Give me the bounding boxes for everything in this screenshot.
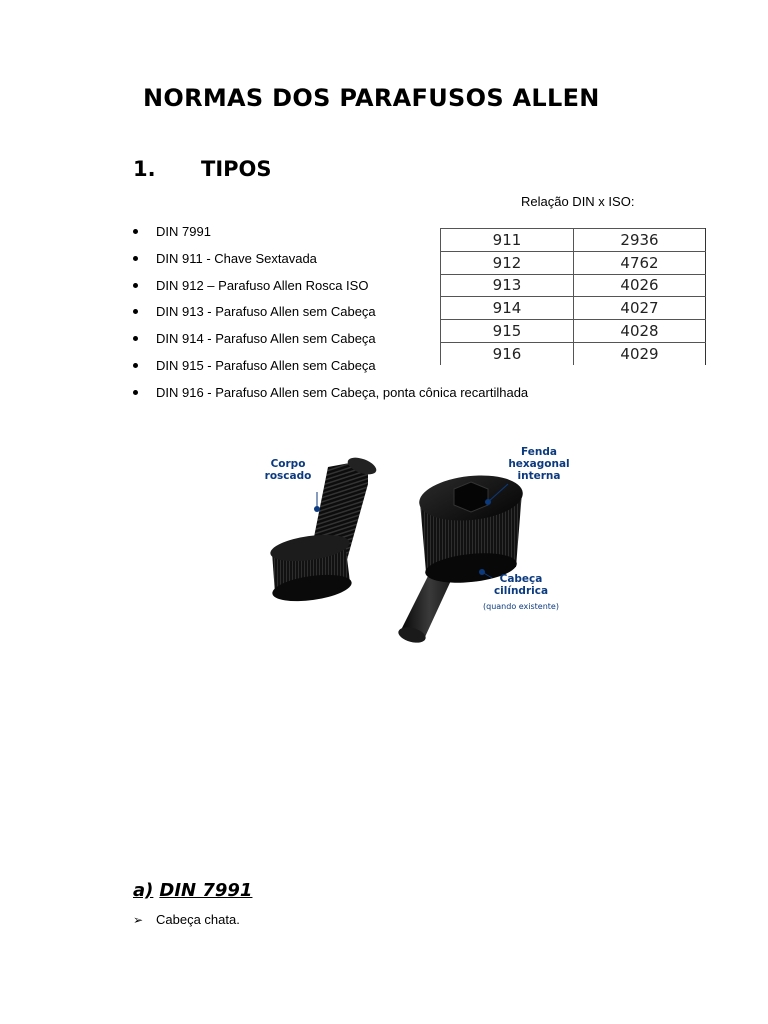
table-row: [441, 320, 706, 343]
sub-item-text: Cabeça chata.: [156, 912, 240, 927]
table-caption: Relação DIN x ISO:: [521, 194, 635, 209]
bullet-icon: [133, 336, 138, 341]
allen-screw-illustration: [250, 432, 580, 662]
label-line: interna: [517, 470, 561, 482]
bullet-icon: [133, 229, 138, 234]
din-cell: 911: [441, 229, 574, 252]
label-cabeca-cilindrica: [490, 573, 552, 597]
iso-cell: 4762: [574, 251, 706, 274]
list-item-text: DIN 911 - Chave Sextavada: [156, 250, 317, 266]
list-item-text: DIN 916 - Parafuso Allen sem Cabeça, ponta cônica recartilhada: [156, 384, 529, 400]
list-item-text: DIN 7991: [156, 224, 211, 239]
list-item-text: DIN 915 - Parafuso Allen sem Cabeça: [156, 357, 376, 373]
table-row: [441, 251, 706, 274]
label-cabeca-note: (quando existente): [483, 602, 559, 611]
section-title: TIPOS: [201, 157, 272, 181]
sub-item: [133, 912, 240, 927]
iso-cell: 4029: [574, 342, 706, 364]
subsection-name: DIN 7991: [159, 880, 253, 901]
label-fenda-hexagonal: [504, 446, 574, 482]
table-row: [441, 229, 706, 252]
bullet-icon: [133, 363, 138, 368]
table-row: [441, 342, 706, 364]
din-cell: 913: [441, 274, 574, 297]
label-line: Corpo: [270, 458, 306, 470]
label-line: roscado: [264, 470, 312, 482]
din-iso-table: [440, 228, 706, 365]
label-line: Cabeça: [499, 573, 543, 585]
label-line: hexagonal: [508, 458, 570, 470]
bullet-icon: [133, 309, 138, 314]
iso-cell: 4028: [574, 320, 706, 343]
right-screw: [397, 471, 525, 646]
din-cell: 916: [441, 342, 574, 364]
bullet-icon: [133, 283, 138, 288]
table-row: [441, 274, 706, 297]
subsection-heading: [133, 880, 252, 901]
iso-cell: 2936: [574, 229, 706, 252]
list-item-text: DIN 913 - Parafuso Allen sem Cabeça: [156, 304, 376, 320]
list-item-text: DIN 912 – Parafuso Allen Rosca ISO: [156, 277, 369, 293]
din-cell: 914: [441, 297, 574, 320]
list-item-text: DIN 914 - Parafuso Allen sem Cabeça: [156, 331, 376, 347]
bullet-icon: [133, 390, 138, 395]
label-corpo-roscado: [260, 458, 316, 482]
list-item: [133, 383, 528, 410]
din-cell: 915: [441, 320, 574, 343]
iso-cell: 4026: [574, 274, 706, 297]
label-line: cilíndrica: [493, 585, 549, 597]
subsection-letter: a): [133, 880, 154, 901]
bullet-icon: [133, 256, 138, 261]
document-title: NORMAS DOS PARAFUSOS ALLEN: [143, 84, 600, 112]
label-line: Fenda: [521, 446, 557, 458]
arrow-bullet-icon: ➢: [133, 913, 144, 927]
din-cell: 912: [441, 251, 574, 274]
iso-cell: 4027: [574, 297, 706, 320]
table-row: [441, 297, 706, 320]
section-number: 1.: [133, 157, 156, 181]
